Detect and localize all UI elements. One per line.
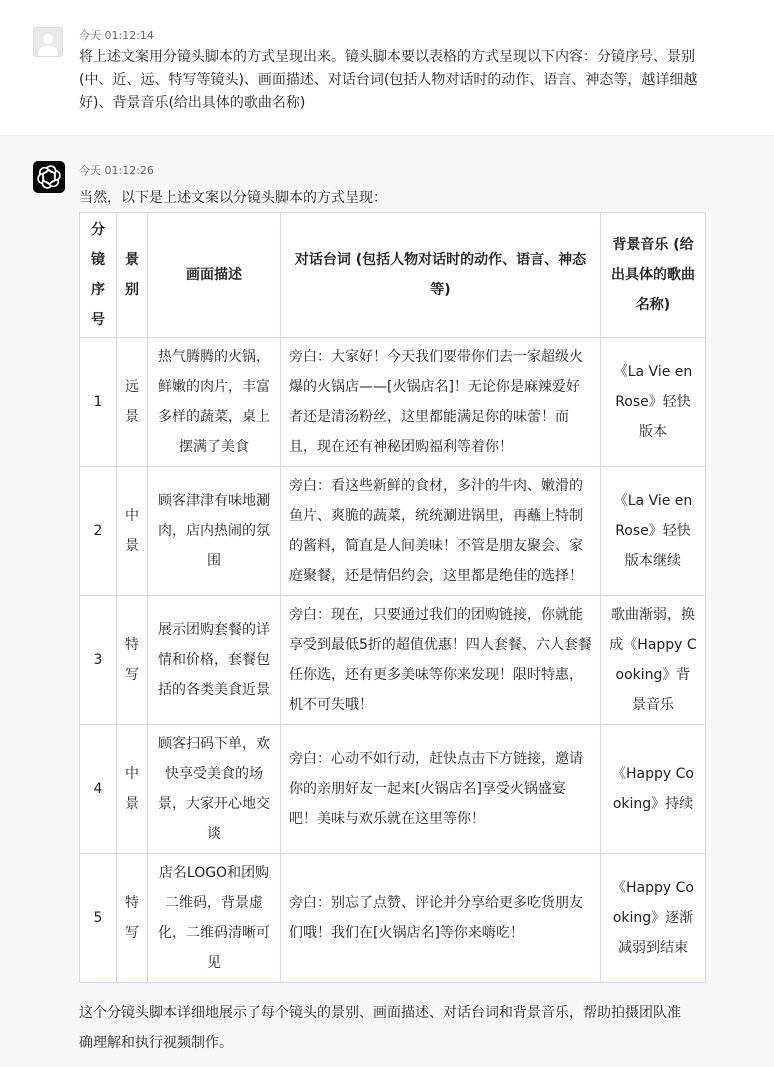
cell-background-music: 《Happy Cooking》逐渐减弱到结束: [601, 854, 706, 983]
cell-shot-number: 3: [80, 596, 117, 725]
cell-shot-size: 特写: [117, 596, 148, 725]
header-dialogue: 对话台词 (包括人物对话时的动作、语言、神态等): [281, 213, 601, 338]
table-header-row: [80, 213, 706, 338]
openai-logo-icon: [37, 165, 61, 189]
user-silhouette-icon: [34, 28, 62, 56]
cell-shot-size: 特写: [117, 854, 148, 983]
cell-dialogue: 旁白：现在，只要通过我们的团购链接，你就能享受到最低5折的超值优惠！四人套餐、六人套餐任你选，还有更多美味等你来发现！限时特惠，机不可失哦！: [281, 596, 601, 725]
cell-background-music: 《La Vie en Rose》轻快版本继续: [601, 467, 706, 596]
cell-shot-size: 中景: [117, 725, 148, 854]
cell-scene-description: 顾客扫码下单，欢快享受美食的场景，大家开心地交谈: [148, 725, 281, 854]
user-avatar[interactable]: [33, 27, 63, 57]
user-timestamp: 今天 01:12:14: [79, 29, 154, 42]
cell-background-music: 《La Vie en Rose》轻快版本: [601, 338, 706, 467]
header-shot-number: 分镜序号: [80, 213, 117, 338]
cell-background-music: 歌曲渐弱，换成《Happy Cooking》背景音乐: [601, 596, 706, 725]
assistant-intro-text: 当然，以下是上述文案以分镜头脚本的方式呈现：: [79, 190, 387, 206]
table-row: [80, 854, 706, 983]
cell-shot-number: 4: [80, 725, 117, 854]
table-row: [80, 338, 706, 467]
table-row: [80, 467, 706, 596]
cell-scene-description: 展示团购套餐的详情和价格，套餐包括的各类美食近景: [148, 596, 281, 725]
cell-background-music: 《Happy Cooking》持续: [601, 725, 706, 854]
cell-dialogue: 旁白：看这些新鲜的食材，多汁的牛肉、嫩滑的鱼片、爽脆的蔬菜，统统涮进锅里，再蘸上特制的酱料，简直是人间美味！不管是朋友聚会、家庭聚餐，还是情侣约会，这里都是绝佳的选择！: [281, 467, 601, 596]
table-row: [80, 596, 706, 725]
cell-shot-number: 1: [80, 338, 117, 467]
cell-dialogue: 旁白：大家好！今天我们要带你们去一家超级火爆的火锅店——[火锅店名]！无论你是麻辣爱好者还是清汤粉丝，这里都能满足你的味蕾！而且，现在还有神秘团购福利等着你！: [281, 338, 601, 467]
assistant-timestamp: 今天 01:12:26: [79, 164, 154, 177]
user-message-text: 将上述文案用分镜头脚本的方式呈现出来。镜头脚本要以表格的方式呈现以下内容：分镜序号、景别(中、近、远、特写等镜头)、画面描述、对话台词(包括人物对话时的动作、语言、神态等，越详细越好)、背景音乐(给出具体的歌曲名称): [79, 49, 698, 111]
cell-dialogue: 旁白：心动不如行动，赶快点击下方链接，邀请你的亲朋好友一起来[火锅店名]享受火锅盛宴吧！美味与欢乐就在这里等你！: [281, 725, 601, 854]
assistant-summary-text: 这个分镜头脚本详细地展示了每个镜头的景别、画面描述、对话台词和背景音乐，帮助拍摄团队准确理解和执行视频制作。: [79, 1005, 681, 1051]
cell-shot-number: 5: [80, 854, 117, 983]
assistant-message: [0, 135, 774, 1067]
cell-dialogue: 旁白：别忘了点赞、评论并分享给更多吃货朋友们哦！我们在[火锅店名]等你来嗨吃！: [281, 854, 601, 983]
table-row: [80, 725, 706, 854]
storyboard-table: [79, 212, 706, 983]
cell-shot-size: 远景: [117, 338, 148, 467]
cell-shot-number: 2: [80, 467, 117, 596]
user-message: [0, 0, 774, 135]
cell-shot-size: 中景: [117, 467, 148, 596]
header-background-music: 背景音乐 (给出具体的歌曲名称): [601, 213, 706, 338]
cell-scene-description: 顾客津津有味地涮肉，店内热闹的氛围: [148, 467, 281, 596]
cell-scene-description: 店名LOGO和团购二维码，背景虚化，二维码清晰可见: [148, 854, 281, 983]
cell-scene-description: 热气腾腾的火锅，鲜嫩的肉片，丰富多样的蔬菜，桌上摆满了美食: [148, 338, 281, 467]
header-shot-size: 景别: [117, 213, 148, 338]
header-scene-description: 画面描述: [148, 213, 281, 338]
assistant-avatar: [33, 161, 65, 193]
